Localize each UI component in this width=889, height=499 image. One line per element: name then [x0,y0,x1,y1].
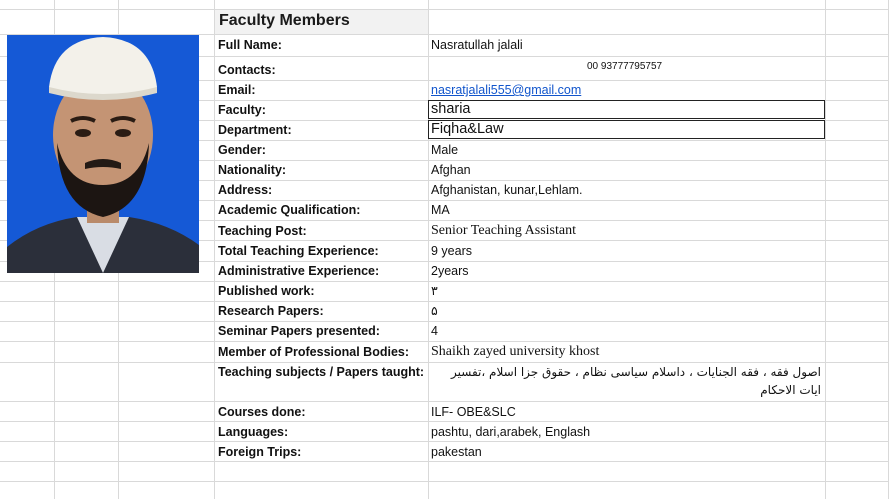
languages-value[interactable]: pashtu, dari,arabek, Englash [431,425,591,439]
seminar-papers-value[interactable]: 4 [431,324,438,338]
grid-column-line [428,0,429,499]
person-portrait-icon [7,35,199,273]
teaching-experience-label: Total Teaching Experience: [218,244,379,258]
grid-row-line [0,321,889,322]
published-work-label: Published work: [218,284,315,298]
foreign-trips-label: Foreign Trips: [218,445,302,459]
grid-row-line [0,421,889,422]
grid-row-line [0,9,889,10]
teaching-post-value[interactable]: Senior Teaching Assistant [431,223,576,238]
address-label: Address: [218,183,273,197]
grid-row-line [0,441,889,442]
seminar-papers-label: Seminar Papers presented: [218,324,380,338]
teaching-subjects-label: Teaching subjects / Papers taught: [218,365,425,379]
email-label: Email: [218,83,256,97]
professional-bodies-value[interactable]: Shaikh zayed university khost [431,344,600,359]
page-title: Faculty Members [219,12,350,29]
faculty-cell-border [428,100,825,119]
faculty-label: Faculty: [218,103,266,117]
research-papers-value[interactable]: ۵ [431,304,438,318]
academic-qualification-value[interactable]: MA [431,203,450,217]
faculty-value[interactable]: sharia [431,101,471,117]
grid-row-line [0,301,889,302]
gender-value[interactable]: Male [431,143,459,157]
grid-row-line [0,341,889,342]
grid-row-line [0,481,889,482]
contacts-label: Contacts: [218,63,276,77]
department-value[interactable]: Fiqha&Law [431,121,504,137]
email-link[interactable]: nasratjalali555@gmail.com [431,83,582,97]
professional-bodies-label: Member of Professional Bodies: [218,345,410,359]
grid-column-line [825,0,826,499]
grid-row-line [0,461,889,462]
grid-row-line [0,401,889,402]
teaching-post-label: Teaching Post: [218,224,307,238]
address-value[interactable]: Afghanistan, kunar,Lehlam. [431,183,583,197]
gender-label: Gender: [218,143,266,157]
profile-photo[interactable] [7,35,199,273]
academic-qualification-label: Academic Qualification: [218,203,361,217]
teaching-subjects-value[interactable]: اصول فقه ، فقه الجنايات ، داسلام سیاسی نظام ، حقوق جزا اسلام ،تفسیر ایات الاحکام [451,365,821,397]
grid-column-line [214,0,215,499]
full-name-label: Full Name: [218,38,282,52]
grid-row-line [0,281,889,282]
administrative-experience-value[interactable]: 2years [431,264,469,278]
department-label: Department: [218,123,292,137]
published-work-value[interactable]: ۳ [431,284,438,298]
research-papers-label: Research Papers: [218,304,324,318]
full-name-value[interactable]: Nasratullah jalali [431,38,523,52]
courses-done-label: Courses done: [218,405,306,419]
administrative-experience-label: Administrative Experience: [218,264,380,278]
foreign-trips-value[interactable]: pakestan [431,445,482,459]
nationality-value[interactable]: Afghan [431,163,471,177]
courses-done-value[interactable]: ILF- OBE&SLC [431,405,516,419]
contacts-value[interactable]: 00 93777795757 [587,61,663,72]
languages-label: Languages: [218,425,289,439]
nationality-label: Nationality: [218,163,287,177]
teaching-experience-value[interactable]: 9 years [431,244,472,258]
